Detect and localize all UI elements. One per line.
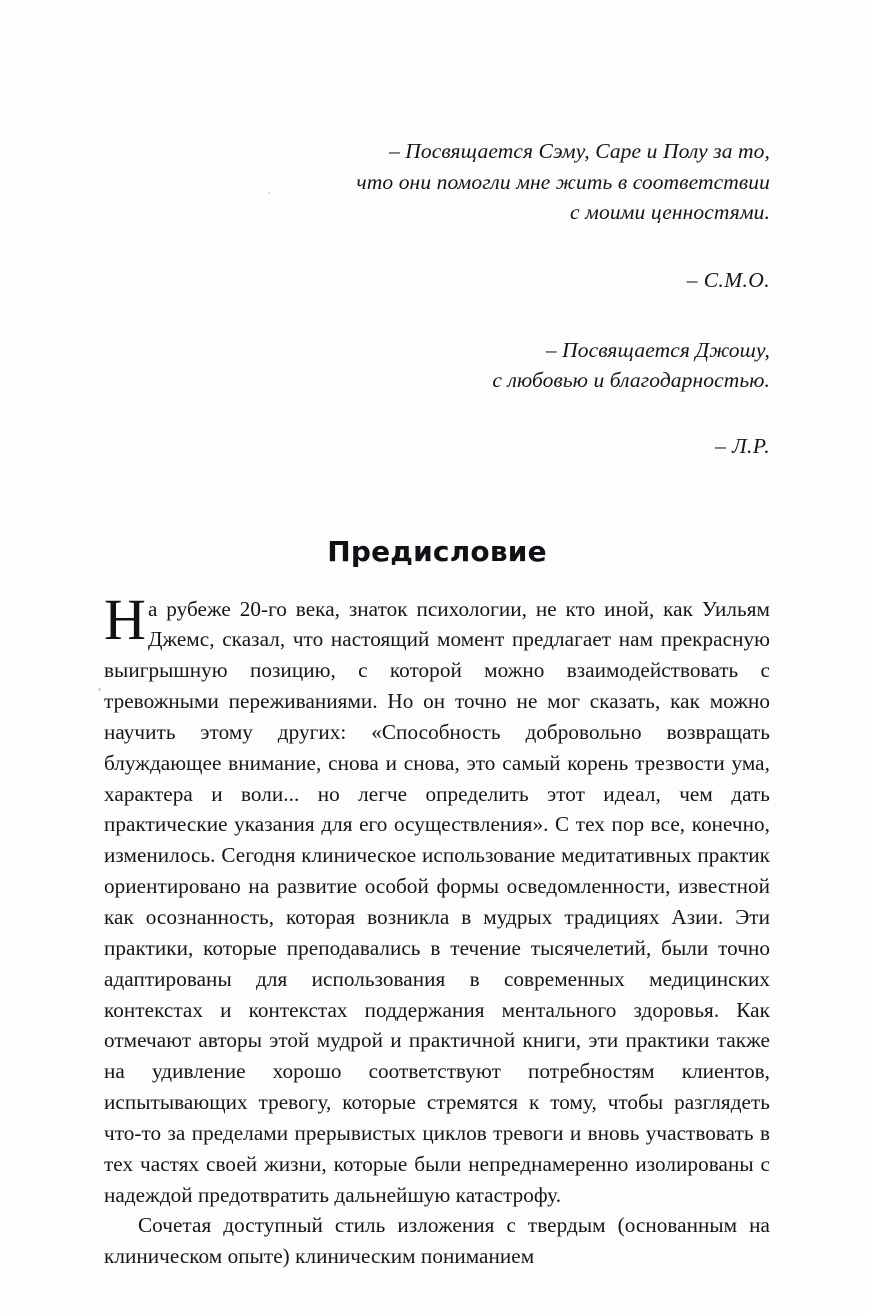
page-content bbox=[104, 0, 770, 1272]
paragraph-1-text: а рубеже 20-го века, знаток психологии, не кто иной, как Уильям Джемс, сказал, что настоящий момент предлагает нам прекрасную выигрышную позицию, с которой можно взаимодействовать с тревожными переживаниями. Но он точно не мог сказать, как можно научить этому других: «Способность добровольно возвращать блуждающее внимание, снова и снова, это самый корень трезвости ума, характера и воли... но легче определить этот идеал, чем дать практические указания для его осуществления». С тех пор все, конечно, изменилось. Сегодня клиническое использование медитативных практик ориентировано на развитие особой формы осведомленности, известной как осознанность, которая возникла в мудрых традициях Азии. Эти практики, которые преподавались в течение тысячелетий, были точно адаптированы для использования в современных медицинских контекстах и контекстах поддержания ментального здоровья. Как отмечают авторы этой мудрой и практичной книги, эти практики также на удивление хорошо соответствуют потребностям клиентов, испытывающих тревогу, которые стремятся к тому, чтобы разглядеть что-то за пределами прерывистых циклов тревоги и вновь участвовать в тех частях своей жизни, которые были непреднамеренно изолированы с надеждой предотвратить дальнейшую катастрофу. bbox=[104, 596, 770, 1207]
body-text bbox=[104, 586, 770, 1273]
page-title: Предисловие bbox=[327, 534, 547, 568]
dedication-2-line-1: – Посвящается Джошу, bbox=[545, 337, 770, 362]
dedication-2-line-2: с любовью и благодарностью. bbox=[492, 368, 770, 393]
dedication-1-line-2: что они помогли мне жить в соответствии bbox=[356, 169, 770, 194]
dedication-1-line-3: с моими ценностями. bbox=[570, 200, 770, 225]
paragraph-1 bbox=[104, 586, 770, 1211]
scan-speck bbox=[98, 688, 101, 691]
dedication-1-line-1: – Посвящается Сэму, Саре и Полу за то, bbox=[388, 139, 770, 163]
paragraph-2: Сочетая доступный стиль изложения с твердым (основанным на клиническом опыте) клиническим пониманием bbox=[104, 1213, 770, 1269]
drop-cap: Н bbox=[104, 586, 146, 652]
dedications-section bbox=[104, 0, 770, 459]
dedication-1 bbox=[104, 136, 770, 228]
dedication-1-signature: – С.М.О. bbox=[686, 267, 770, 292]
dedication-2-signature: – Л.Р. bbox=[715, 433, 770, 458]
dedication-2 bbox=[104, 335, 770, 396]
